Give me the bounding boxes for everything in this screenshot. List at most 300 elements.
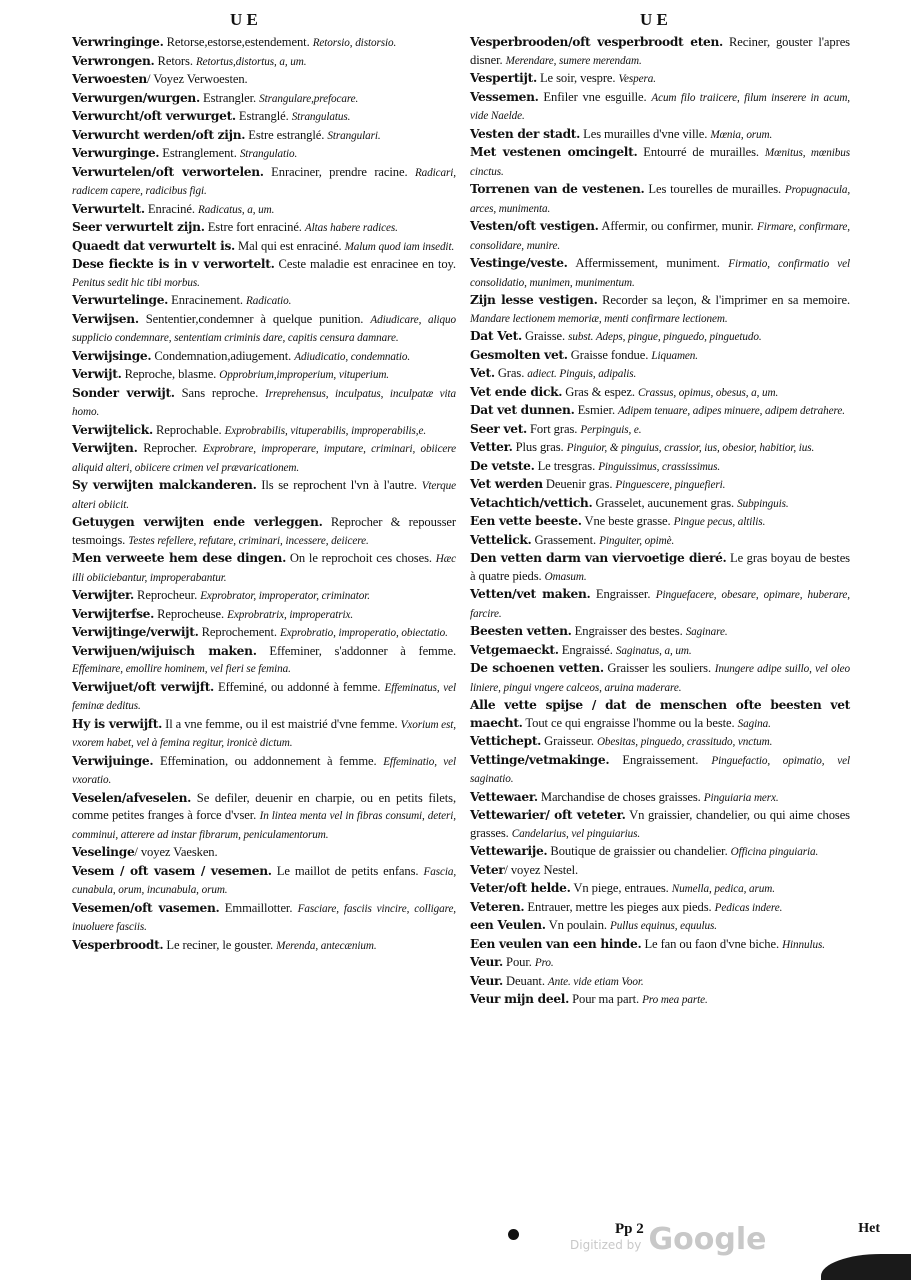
signature-mark: Pp 2 bbox=[615, 1221, 644, 1237]
dictionary-entry bbox=[72, 34, 456, 53]
entry-french: Reciner, gouster l'apres disner. bbox=[470, 35, 850, 67]
dictionary-entry bbox=[72, 606, 456, 625]
dictionary-entry bbox=[72, 587, 456, 606]
entry-latin: Ante. vide etiam Voor. bbox=[547, 975, 644, 988]
dictionary-entry bbox=[72, 679, 456, 716]
entry-latin: Pinguescere, pinguefieri. bbox=[615, 479, 726, 491]
left-column bbox=[72, 34, 456, 955]
entry-french: Il a vne femme, ou il est maistrié d'vne femme. bbox=[162, 716, 401, 731]
entry-latin: Propugnacula, arces, munimenta. bbox=[470, 184, 851, 215]
entry-latin: Subpinguis. bbox=[737, 497, 789, 510]
dictionary-entry bbox=[72, 514, 456, 550]
entry-headword: Verwijuet/oft verwijft. bbox=[72, 679, 214, 694]
entry-headword: Vesem / oft vasem / vesemen. bbox=[72, 863, 272, 878]
entry-latin: subst. Adeps, pingue, pinguedo, pinguetudo. bbox=[568, 331, 762, 343]
dictionary-entry bbox=[470, 991, 850, 1010]
dictionary-entry bbox=[470, 623, 850, 642]
dictionary-entry bbox=[470, 34, 850, 70]
entry-latin: Merenda, antecænium. bbox=[276, 939, 377, 952]
entry-headword: Vesperbroodt. bbox=[72, 937, 164, 952]
entry-headword: Quaedt dat verwurtelt is. bbox=[72, 238, 235, 253]
entry-french: Reprocheur. bbox=[133, 588, 201, 602]
entry-french: Estre fort enraciné. bbox=[204, 220, 305, 234]
entry-latin: Vespera. bbox=[618, 73, 656, 85]
dictionary-entry bbox=[470, 70, 850, 89]
dictionary-entry bbox=[72, 311, 456, 348]
entry-latin: Retortus,distortus, a, um. bbox=[195, 55, 307, 68]
entry-latin: Effeminatus, vel feminæ deditus. bbox=[72, 681, 456, 712]
entry-french: Deuenir gras. bbox=[542, 477, 616, 491]
entry-latin: Strangulare,prefocare. bbox=[259, 92, 359, 105]
dictionary-entry bbox=[470, 917, 850, 936]
entry-french: Retors. bbox=[154, 53, 196, 68]
dictionary-entry bbox=[72, 643, 456, 679]
entry-latin: Strangulari. bbox=[327, 129, 381, 142]
entry-latin: Exprobrator, improperator, criminator. bbox=[200, 590, 370, 602]
dictionary-entry bbox=[470, 973, 850, 992]
entry-latin: Pinguefactio, opimatio, vel saginatio. bbox=[470, 754, 850, 785]
entry-latin: Strangulatus. bbox=[291, 111, 351, 123]
dictionary-entry bbox=[72, 145, 456, 164]
entry-headword: Verwijuinge. bbox=[72, 753, 154, 768]
entry-latin: Irreprehensus, inculpatus, inculpatæ vita homo. bbox=[72, 387, 456, 418]
entry-headword: Verwurtelinge. bbox=[72, 293, 169, 307]
entry-latin: Merendare, sumere merendam. bbox=[505, 54, 642, 67]
entry-latin: Exprobrare, improperare, imputare, criminari, obiicere aliquid alteri, obiicere crimen vel prævaricationem. bbox=[72, 443, 457, 474]
entry-headword: Verwijsen. bbox=[72, 311, 139, 326]
entry-latin: Pinguefacere, obesare, opimare, huberare, farcire. bbox=[470, 589, 850, 620]
entry-latin: Radicatio. bbox=[246, 295, 292, 307]
dictionary-entry bbox=[72, 385, 456, 422]
dictionary-entry bbox=[72, 53, 456, 72]
entry-latin: Adiudicatio, condemnatio. bbox=[294, 350, 411, 363]
dictionary-entry bbox=[470, 495, 850, 514]
entry-headword: Vetachtich/vettich. bbox=[470, 495, 593, 510]
entry-french: Grasselet, aucunement gras. bbox=[592, 495, 738, 510]
entry-latin: Obesitas, pinguedo, crassitudo, vnctum. bbox=[596, 736, 773, 748]
entry-headword: Verwijtelick. bbox=[72, 422, 153, 437]
dictionary-entry bbox=[470, 365, 850, 384]
entry-headword: Vetter. bbox=[470, 440, 513, 454]
entry-french: Enracinement. bbox=[168, 293, 246, 307]
dictionary-entry bbox=[72, 937, 456, 956]
entry-latin: Opprobrium,improperium, vituperium. bbox=[219, 369, 389, 381]
entry-latin: Radicatus, a, um. bbox=[197, 203, 275, 216]
dictionary-entry bbox=[470, 880, 850, 899]
entry-french: Enraciné. bbox=[144, 201, 198, 216]
entry-french: Vn graissier, chandelier, ou qui aime choses grasses. bbox=[470, 808, 850, 840]
entry-latin: Inungere adipe suillo, vel oleo liniere, pingui vngere calceos, aruina maderare. bbox=[470, 663, 850, 694]
entry-headword: Hy is verwijft. bbox=[72, 716, 163, 731]
entry-headword: Verwurcht/oft verwurget. bbox=[72, 109, 236, 123]
entry-latin: Pinguiter, opimè. bbox=[599, 534, 675, 547]
entry-french: Ceste maladie est enracinee en toy. bbox=[274, 257, 456, 271]
entry-headword: Gesmolten vet. bbox=[470, 347, 568, 362]
dictionary-entry bbox=[72, 440, 456, 477]
entry-latin: Vxorium est, vxorem habet, vel à femina regitur, ironicè dictum. bbox=[72, 718, 456, 749]
entry-headword: Verwijter. bbox=[72, 588, 134, 602]
entry-french: Tout ce qui engraisse l'homme ou la beste. bbox=[522, 715, 738, 730]
entry-latin: Pro mea parte. bbox=[642, 994, 708, 1006]
entry-headword: De vetste. bbox=[470, 458, 535, 473]
entry-french: Deuant. bbox=[503, 973, 548, 988]
dictionary-entry bbox=[470, 789, 850, 808]
entry-french: Fort gras. bbox=[526, 421, 581, 436]
dictionary-entry bbox=[72, 201, 456, 220]
entry-headword: Vessemen. bbox=[470, 89, 539, 104]
entry-headword: Vettichept. bbox=[470, 734, 542, 748]
entry-latin: Hinnulus. bbox=[782, 938, 825, 951]
entry-french: Gras. bbox=[494, 366, 528, 380]
dictionary-entry bbox=[470, 550, 850, 586]
entry-french: Vn poulain. bbox=[545, 918, 610, 932]
digitized-watermark bbox=[570, 1222, 766, 1257]
entry-latin: Pinguissimus, crassissimus. bbox=[598, 460, 721, 473]
dictionary-entry bbox=[72, 366, 456, 385]
entry-french: Retorse,estorse,estendement. bbox=[163, 35, 313, 49]
entry-french: Graisseur. bbox=[541, 734, 597, 748]
entry-french: Grassement. bbox=[531, 532, 600, 547]
entry-french: Enraciner, prendre racine. bbox=[263, 164, 415, 179]
dictionary-entry bbox=[470, 458, 850, 477]
entry-french: Entrauer, mettre les pieges aux pieds. bbox=[524, 899, 715, 914]
entry-latin: Sagina. bbox=[737, 717, 771, 730]
entry-french: Le soir, vespre. bbox=[536, 71, 619, 85]
entry-french: Sententier,condemner à quelque punition. bbox=[138, 311, 371, 326]
entry-headword: Veter/oft helde. bbox=[470, 881, 571, 895]
entry-headword: Verwurgen/wurgen. bbox=[72, 90, 200, 105]
running-header bbox=[70, 6, 890, 32]
entry-latin: Numella, pedica, arum. bbox=[671, 883, 775, 895]
entry-headword: Verwurcht werden/oft zijn. bbox=[72, 127, 246, 142]
entry-headword: Vet. bbox=[470, 366, 495, 380]
dictionary-entry bbox=[72, 71, 456, 90]
entry-headword: Vettelick. bbox=[470, 532, 532, 547]
entry-headword: Met vestenen omcingelt. bbox=[470, 145, 638, 159]
entry-french: Reprochable. bbox=[152, 422, 225, 437]
entry-headword: Verwringinge. bbox=[72, 35, 164, 49]
entry-french: Se defiler, deuenir en charpie, ou en petits filets, comme petites franges à force d'vser. bbox=[72, 790, 456, 822]
dictionary-entry bbox=[470, 954, 850, 973]
dictionary-entry bbox=[470, 862, 850, 881]
entry-french: Mal qui est enraciné. bbox=[234, 238, 345, 253]
entry-latin: Mœnitus, mœnibus cinctus. bbox=[470, 147, 851, 178]
dictionary-entry bbox=[72, 90, 456, 109]
entry-headword: Vestinge/veste. bbox=[470, 256, 568, 270]
dictionary-entry bbox=[470, 586, 850, 623]
dictionary-entry bbox=[72, 844, 456, 863]
entry-headword: Een veulen van een hinde. bbox=[470, 936, 642, 951]
entry-headword: Vetgemaeckt. bbox=[470, 642, 559, 657]
catchword: Het bbox=[858, 1221, 880, 1236]
entry-french: Pour ma part. bbox=[569, 992, 643, 1006]
entry-headword: Vesperbrooden/oft vesperbroodt eten. bbox=[470, 35, 723, 49]
entry-headword: Veur. bbox=[470, 973, 503, 988]
entry-latin: Acum filo traiicere, filum inserere in acum, vide Naelde. bbox=[470, 91, 851, 122]
entry-french: / voyez Nestel. bbox=[504, 862, 579, 877]
entry-latin: Effeminatio, vel vxoratio. bbox=[72, 755, 456, 786]
entry-latin: Crassus, opimus, obesus, a, um. bbox=[637, 386, 779, 399]
entry-latin: adiect. Pinguis, adipalis. bbox=[527, 368, 637, 380]
entry-french: Ils se reprochent l'vn à l'autre. bbox=[256, 478, 422, 492]
entry-french: Esmier. bbox=[574, 403, 619, 417]
dictionary-entry bbox=[72, 219, 456, 238]
dictionary-entry bbox=[72, 863, 456, 900]
entry-headword: Verwrongen. bbox=[72, 53, 155, 68]
entry-latin: Hæc illi obiiciebantur, improperabantur. bbox=[72, 553, 456, 584]
dictionary-entry bbox=[72, 238, 456, 257]
dictionary-entry bbox=[470, 89, 850, 126]
entry-latin: Adiudicare, aliquo supplicio condemnare, sententiam criminis dare, capitis censura damnare. bbox=[72, 313, 457, 344]
entry-headword: Vettewaer. bbox=[470, 789, 538, 804]
entry-headword: Vespertijt. bbox=[470, 71, 537, 85]
entry-french: Condemnation,adiugement. bbox=[151, 348, 295, 363]
header-right: U E bbox=[640, 10, 668, 29]
dictionary-entry bbox=[470, 476, 850, 495]
dictionary-entry bbox=[72, 790, 456, 845]
entry-french: / Voyez Verwoesten. bbox=[147, 72, 248, 86]
entry-headword: Veur mijn deel. bbox=[470, 992, 570, 1006]
entry-latin: Saginatus, a, um. bbox=[615, 644, 692, 657]
entry-french: Graisse. bbox=[521, 329, 569, 343]
entry-latin: Perpinguis, e. bbox=[580, 423, 642, 436]
dictionary-entry bbox=[72, 550, 456, 587]
dictionary-entry bbox=[470, 936, 850, 955]
watermark-prefix: Digitized by bbox=[570, 1238, 642, 1252]
entry-french: Engraissement. bbox=[609, 752, 712, 767]
entry-french: Recorder sa leçon, & l'imprimer en sa memoire. bbox=[597, 293, 850, 307]
dictionary-entry bbox=[72, 292, 456, 311]
entry-headword: Verwijuen/wijuisch maken. bbox=[72, 643, 257, 658]
entry-headword: een Veulen. bbox=[470, 918, 546, 932]
entry-headword: Dat vet dunnen. bbox=[470, 403, 575, 417]
entry-headword: Vettinge/vetmakinge. bbox=[470, 752, 610, 767]
entry-french: Entourré de murailles. bbox=[637, 145, 765, 159]
watermark-logo: Google bbox=[648, 1222, 767, 1257]
entry-french: Le fan ou faon d'vne biche. bbox=[641, 936, 783, 951]
entry-headword: Verwijsinge. bbox=[72, 348, 152, 363]
entry-headword: Verwurtelen/oft verwortelen. bbox=[72, 164, 264, 179]
entry-headword: Torrenen van de vestenen. bbox=[470, 182, 645, 196]
dictionary-entry bbox=[470, 126, 850, 145]
entry-latin: Mœnia, orum. bbox=[710, 128, 773, 141]
entry-headword: Veteren. bbox=[470, 899, 525, 914]
dictionary-entry bbox=[72, 164, 456, 201]
entry-latin: Altas habere radices. bbox=[304, 222, 398, 234]
entry-french: Sans reproche. bbox=[174, 385, 266, 400]
entry-french: Estre estranglé. bbox=[245, 127, 328, 142]
entry-headword: Vettewarije. bbox=[470, 844, 548, 858]
entry-latin: Pinguior, & pinguius, crassior, ius, obesior, habitior, ius. bbox=[566, 442, 815, 454]
entry-headword: Een vette beeste. bbox=[470, 514, 582, 528]
dictionary-entry bbox=[470, 384, 850, 403]
entry-french: Plus gras. bbox=[512, 440, 567, 454]
entry-french: Les murailles d'vne ville. bbox=[580, 126, 711, 141]
entry-latin: Testes refellere, refutare, criminari, incessere, deiicere. bbox=[128, 534, 369, 547]
entry-french: Pour. bbox=[503, 955, 535, 969]
entry-french: Boutique de graissier ou chandelier. bbox=[547, 844, 731, 858]
entry-latin: Exprobratrix, improperatrix. bbox=[227, 608, 354, 621]
entry-headword: De schoenen vetten. bbox=[470, 661, 604, 675]
dictionary-entry bbox=[470, 144, 850, 181]
dictionary-entry bbox=[470, 328, 850, 347]
entry-headword: Veselen/afveselen. bbox=[72, 790, 192, 805]
entry-latin: Firmatio, confirmatio vel consolidatio, munimen, munimentum. bbox=[470, 258, 851, 289]
dictionary-entry bbox=[470, 733, 850, 752]
entry-headword: Verwurginge. bbox=[72, 146, 160, 160]
header-left: U E bbox=[230, 10, 258, 29]
entry-headword: Verwurtelt. bbox=[72, 201, 145, 216]
dictionary-entry bbox=[72, 624, 456, 643]
dictionary-entry bbox=[72, 753, 456, 790]
entry-french: Le maillot de petits enfans. bbox=[271, 863, 424, 878]
dictionary-entry bbox=[470, 532, 850, 551]
entry-headword: Verwijt. bbox=[72, 367, 122, 381]
entry-french: Estranglement. bbox=[159, 146, 240, 160]
entry-latin: Mandare lectionem memoriæ, menti confirmare lectionem. bbox=[470, 312, 728, 325]
entry-headword: Alle vette spijse / dat de menschen ofte beesten vet maecht. bbox=[470, 698, 850, 730]
entry-headword: Vesten/oft vestigen. bbox=[470, 219, 599, 233]
entry-headword: Vettewarier/ oft veteter. bbox=[470, 808, 626, 822]
dictionary-entry bbox=[72, 422, 456, 441]
entry-headword: Vet werden bbox=[470, 477, 543, 491]
entry-latin: In lintea menta vel in fibras consumi, deteri, comminui, atterere ad instar fibrarum, peniculamentorum. bbox=[72, 810, 456, 841]
entry-french: Le tresgras. bbox=[534, 458, 599, 473]
entry-french: Engraisser des bestes. bbox=[571, 624, 686, 638]
entry-french: Marchandise de choses graisses. bbox=[537, 789, 704, 804]
dictionary-entry bbox=[470, 807, 850, 843]
entry-headword: Dat Vet. bbox=[470, 329, 522, 343]
entry-headword: Getuygen verwijten ende verleggen. bbox=[72, 515, 323, 529]
entry-french: Enfiler vne esguille. bbox=[538, 89, 652, 104]
entry-headword: Sy verwijten malckanderen. bbox=[72, 478, 257, 492]
entry-headword: Veselinge bbox=[72, 845, 135, 859]
entry-french: Reprocher. bbox=[137, 441, 203, 455]
dictionary-entry bbox=[470, 181, 850, 218]
dictionary-entry bbox=[470, 292, 850, 328]
entry-french: On le reprochoit ces choses. bbox=[286, 551, 436, 565]
entry-headword: Dese fieckte is in v verwortelt. bbox=[72, 257, 275, 271]
entry-french: Gras & espez. bbox=[562, 384, 638, 399]
entry-french: Affermissement, muniment. bbox=[567, 256, 729, 270]
entry-latin: Liquamen. bbox=[651, 349, 698, 362]
dictionary-entry bbox=[470, 697, 850, 733]
dictionary-entry bbox=[72, 127, 456, 146]
dictionary-entry bbox=[72, 256, 456, 292]
entry-latin: Fascia, cunabula, orum, incunabula, orum. bbox=[72, 865, 457, 896]
entry-french: Estrangler. bbox=[199, 90, 260, 105]
entry-french: Reprocheuse. bbox=[154, 606, 228, 621]
entry-latin: Pingue pecus, altilis. bbox=[673, 516, 766, 528]
entry-latin: Pedicas indere. bbox=[714, 901, 783, 914]
entry-latin: Firmare, confirmare, consolidare, munire. bbox=[470, 221, 850, 252]
entry-latin: Malum quod iam insedit. bbox=[344, 240, 455, 253]
entry-french: Engraissé. bbox=[558, 642, 616, 657]
entry-latin: Vterque alteri obiicit. bbox=[72, 480, 456, 511]
dictionary-entry bbox=[72, 477, 456, 514]
entry-headword: Den vetten darm van viervoetige dieré. bbox=[470, 551, 727, 565]
entry-french: Graisser les souliers. bbox=[603, 661, 715, 675]
entry-latin: Retorsio, distorsio. bbox=[312, 37, 397, 49]
entry-french: Le gras boyau de bestes à quatre pieds. bbox=[470, 551, 850, 583]
entry-headword: Sonder verwijt. bbox=[72, 385, 175, 400]
entry-french: Vne beste grasse. bbox=[581, 514, 674, 528]
entry-headword: Vetten/vet maken. bbox=[470, 587, 591, 601]
dictionary-entry bbox=[470, 218, 850, 255]
dictionary-entry bbox=[470, 421, 850, 440]
dictionary-entry bbox=[470, 642, 850, 661]
entry-headword: Vesten der stadt. bbox=[470, 126, 581, 141]
entry-headword: Vet ende dick. bbox=[470, 384, 563, 399]
entry-french: Les tourelles de murailles. bbox=[644, 182, 785, 196]
entry-headword: Zijn lesse vestigen. bbox=[470, 293, 598, 307]
dictionary-entry bbox=[470, 660, 850, 697]
entry-french: Engraisser. bbox=[590, 587, 656, 601]
right-column bbox=[470, 34, 850, 1010]
entry-latin: Exprobrabilis, vituperabilis, improperabilis,e. bbox=[224, 424, 427, 437]
entry-latin: Adipem tenuare, adipes minuere, adipem detrahere. bbox=[618, 405, 845, 417]
dictionary-entry bbox=[470, 752, 850, 789]
entry-latin: Strangulatio. bbox=[239, 148, 298, 160]
entry-latin: Pullus equinus, equulus. bbox=[610, 920, 717, 932]
dictionary-entry bbox=[470, 513, 850, 532]
dictionary-entry bbox=[72, 348, 456, 367]
entry-french: Effeminer, s'addonner à femme. bbox=[256, 643, 456, 658]
entry-latin: Exprobratio, improperatio, obiectatio. bbox=[279, 627, 448, 639]
entry-latin: Officina pinguiaria. bbox=[730, 846, 819, 858]
ink-dot bbox=[508, 1229, 519, 1240]
entry-french: Reprochement. bbox=[198, 625, 280, 639]
entry-headword: Verwijten. bbox=[72, 441, 138, 455]
dictionary-entry bbox=[72, 900, 456, 937]
dictionary-entry bbox=[470, 843, 850, 862]
entry-latin: Radicari, radicem capere, radicibus figi. bbox=[72, 166, 456, 197]
entry-headword: Veter bbox=[470, 862, 505, 877]
entry-french: Effemination, ou addonnement à femme. bbox=[153, 753, 384, 768]
entry-french: Graisse fondue. bbox=[567, 347, 652, 362]
entry-latin: Penitus sedit hic tibi morbus. bbox=[72, 276, 200, 289]
entry-latin: Pinguiaria merx. bbox=[703, 791, 779, 804]
dictionary-entry bbox=[470, 439, 850, 458]
entry-french: Effeminé, ou addonné à femme. bbox=[213, 679, 385, 694]
entry-latin: Saginare. bbox=[685, 626, 728, 638]
entry-headword: Seer vet. bbox=[470, 421, 527, 436]
entry-headword: Beesten vetten. bbox=[470, 624, 572, 638]
dictionary-entry bbox=[470, 347, 850, 366]
entry-latin: Fasciare, fasciis vincire, colligare, inuoluere fasciis. bbox=[72, 902, 457, 933]
entry-french: Reproche, blasme. bbox=[121, 367, 220, 381]
entry-latin: Candelarius, vel pinguiarius. bbox=[511, 827, 641, 840]
entry-french: Reprocher & repousser tesmoings. bbox=[72, 515, 456, 547]
entry-headword: Vesemen/oft vasemen. bbox=[72, 900, 220, 915]
entry-headword: Verwijtinge/verwijt. bbox=[72, 625, 199, 639]
entry-latin: Omasum. bbox=[544, 570, 587, 583]
entry-french: Le reciner, le gouster. bbox=[163, 937, 277, 952]
entry-headword: Verwijterfse. bbox=[72, 606, 155, 621]
entry-headword: Men verweete hem dese dingen. bbox=[72, 551, 287, 565]
dictionary-entry bbox=[470, 255, 850, 292]
entry-latin: Effeminare, emollire hominem, vel fieri se femina. bbox=[72, 663, 291, 675]
entry-headword: Seer verwurtelt zijn. bbox=[72, 220, 205, 234]
entry-french: Estranglé. bbox=[235, 109, 292, 123]
entry-french: Emmaillotter. bbox=[219, 900, 298, 915]
page-edge-shadow bbox=[821, 1254, 911, 1280]
entry-french: / voyez Vaesken. bbox=[134, 845, 218, 859]
dictionary-entry bbox=[470, 899, 850, 918]
entry-latin: Pro. bbox=[534, 957, 554, 969]
dictionary-entry bbox=[470, 402, 850, 421]
entry-french: Affermir, ou confirmer, munir. bbox=[598, 219, 758, 233]
